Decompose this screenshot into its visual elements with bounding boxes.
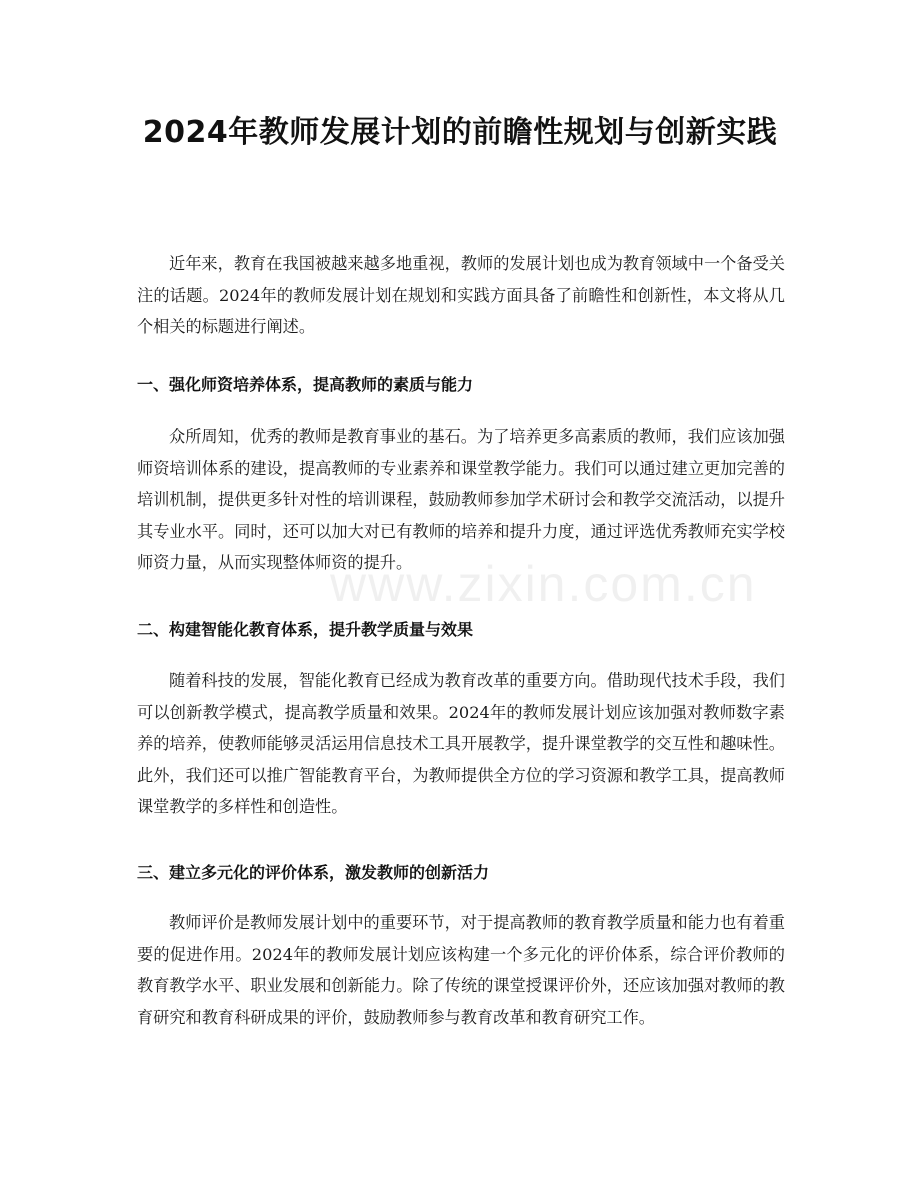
section-1-paragraph: 众所周知，优秀的教师是教育事业的基石。为了培养更多高素质的教师，我们应该加强师资培训体系的建设，提高教师的专业素养和课堂教学能力。我们可以通过建立更加完善的培训机制，提供更多针对性的培训课程，鼓励教师参加学术研讨会和教学交流活动，以提升其专业水平。同时，还可以加大对已有教师的培养和提升力度，通过评选优秀教师充实学校师资力量，从而实现整体师资的提升。 xyxy=(137,427,785,572)
section-2-paragraph: 随着科技的发展，智能化教育已经成为教育改革的重要方向。借助现代技术手段，我们可以创新教学模式，提高教学质量和效果。2024年的教师发展计划应该加强对教师数字素养的培养，使教师能够灵活运用信息技术工具开展教学，提升课堂教学的交互性和趣味性。此外，我们还可以推广智能教育平台，为教师提供全方位的学习资源和教学工具，提高教师课堂教学的多样性和创造性。 xyxy=(137,671,785,816)
document-title: 2024年教师发展计划的前瞻性规划与创新实践 xyxy=(142,115,778,150)
intro-paragraph: 近年来，教育在我国被越来越多地重视，教师的发展计划也成为教育领域中一个备受关注的话题。2024年的教师发展计划在规划和实践方面具备了前瞻性和创新性，本文将从几个相关的标题进行阐述。 xyxy=(137,254,785,336)
section-2-heading: 二、构建智能化教育体系，提升教学质量与效果 xyxy=(137,620,474,639)
watermark: www.zixin.com.cn xyxy=(330,556,757,612)
section-3-heading: 三、建立多元化的评价体系，激发教师的创新活力 xyxy=(137,863,490,882)
section-1-heading: 一、强化师资培养体系，提高教师的素质与能力 xyxy=(137,375,474,394)
section-3-paragraph: 教师评价是教师发展计划中的重要环节，对于提高教师的教育教学质量和能力也有着重要的促进作用。2024年的教师发展计划应该构建一个多元化的评价体系，综合评价教师的教育教学水平、职业发展和创新能力。除了传统的课堂授课评价外，还应该加强对教师的教育研究和教育科研成果的评价，鼓励教师参与教育改革和教育研究工作。 xyxy=(137,913,785,1027)
